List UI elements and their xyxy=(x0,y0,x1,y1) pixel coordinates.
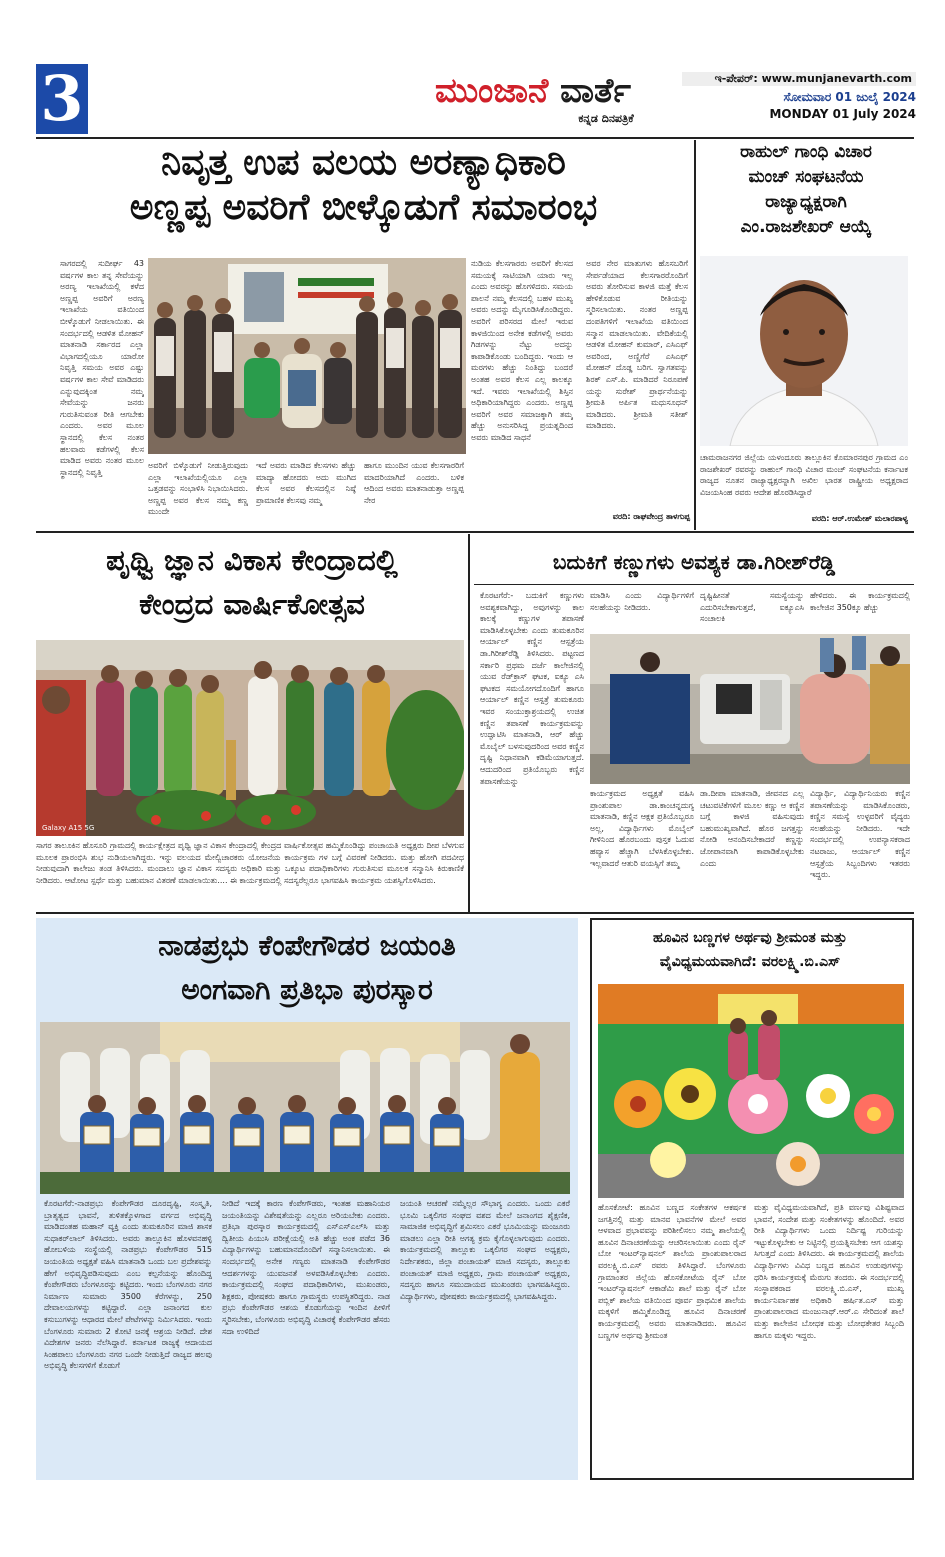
story2-headline-line3: ರಾಜ್ಯಾಧ್ಯಕ್ಷರಾಗಿ xyxy=(765,192,847,212)
story6-headline-line2: ವೈವಿಧ್ಯಮಯವಾಗಿದೆ: ವರಲಕ್ಷ್ಮಿ.ಬಿ.ಎಸ್ xyxy=(659,954,841,970)
farewell-group-photo xyxy=(148,258,466,454)
story4-column1: ಕೊರಟಗೆರೆ:- ಬದುಕಿಗೆ ಕಣ್ಣುಗಳು ಅವಶ್ಯಕವಾಗಿದ್ದು, ಅವುಗಳನ್ನು ಕಾಲ ಕಾಲಕ್ಕೆ ಕಣ್ಣುಗಳ ತಪಾಸಣೆ ಮಾಡಿಸಿಕೊಳ್ಳಬೇಕು ಎಂದು ತುಮಕೂರಿನ ಆರ್ಯಾಲ್ ಕಣ್ಣಿನ ಆಸ್ಪತ್ರೆಯ ಡಾ.ಗಿರೀಶ್‌ರೆಡ್ಡಿ ತಿಳಿಸಿದರು. ಪಟ್ಟಣದ ಸರ್ಕಾರಿ ಪ್ರಥಮ ದರ್ಜೆ ಕಾಲೇಜಿನಲ್ಲಿ ಯುವ ರೆಡ್‌ಕ್ರಾಸ್ ಘಟಕ, ಐಕ್ಯೂ ಎಸಿ ಘಟಕದ ಸಮಯೋಗದೊಂದಿಗೆ ಹಾಗೂ ಆರ್ಯಾಲ್ ಕಣ್ಣಿನ ಆಸ್ಪತ್ರೆ ತುಮಕೂರು ಇವರ ಸಂಯುಕ್ತಾಶ್ರಯದಲ್ಲಿ ಉಚಿತ ಕಣ್ಣಿನ ತಪಾಸಣೆ ಕಾರ್ಯಕ್ರಮವನ್ನು ಉದ್ಘಾಟಿಸಿ ಮಾತನಾಡಿ, ಆರ್ ಹೆಚ್ಚು ಮೊಬೈಲ್ ಬಳಸುವುದರಿಂದ ಅವರ ಕಣ್ಣಿನ ದೃಷ್ಟಿ ನಿಧಾನವಾಗಿ ಕಡಿಮೆಯಾಗುತ್ತದೆ. ಆದುದರಿಂದ ಪ್ರತಿಯೊಬ್ಬರು ಕಣ್ಣಿನ ತಪಾಸಣೆಯನ್ನು xyxy=(480,591,584,786)
story1-photo xyxy=(148,258,466,454)
story3-headline-line1: ಪೃಥ್ವಿ ಜ್ಞಾನ ವಿಕಾಸ ಕೇಂದ್ರಾದಲ್ಲಿ xyxy=(106,543,398,577)
camera-watermark: Galaxy A15 5G xyxy=(42,824,95,832)
title-part1: ಮುಂಜಾನೆ xyxy=(435,71,549,111)
story6-column1: ಹೊಸಕೋಟೆ: ಹೂವಿನ ಬಣ್ಣದ ಸಂಕೇತಗಳ ಆಕರ್ಷಕ ಜಗತ್ತಿನಲ್ಲಿ ಮತ್ತು ಮಾನವ ಭಾವನೆಗಳ ಮೇಲೆ ಅವರ ಆಳವಾದ ಪ್ರಭಾವವನ್ನು ಪರಿಶೀಲಿಸಲು ನಮ್ಮ ಶಾಲೆಯಲ್ಲಿ ಹೂವಿನ ದಿನಾಚರಣೆಯನ್ನು ಆಚರಿಸಲಾಯಿತು ಎಂದು ರೈನ್ ಬೋ ಇಂಟರ್‌ನ್ಯಾಷನಲ್ ಶಾಲೆಯ ಪ್ರಾಂಶುಪಾಲರಾದ ವರಲಕ್ಷ್ಮಿ.ಬಿ.ಎಸ್ ರವರು ತಿಳಿಸಿದ್ದಾರೆ. ಬೆಂಗಳೂರು ಗ್ರಾಮಾಂತರ ಜಿಲ್ಲೆಯ ಹೊಸಕೋಟೆಯ ರೈನ್ ಬೋ ಇಂಟರ್‌ನ್ಯಾಷನಲ್ ಆಕಾಡೆಮಿ ಶಾಲೆ ಮತ್ತು ರೈನ್ ಬೋ ಪಬ್ಲಿಕ್ ಶಾಲೆಯ ವತಿಯಿಂದ ಪೂರ್ವ ಪ್ರಾಥಮಿಕ ಶಾಲೆಯ ಮಕ್ಕಳಿಗೆ ಹಮ್ಮಿಕೊಂಡಿದ್ದ ಹೂವಿನ ದಿನಾಚರಣೆ ಕಾರ್ಯಕ್ರಮದಲ್ಲಿ ಅವರು ಮಾತನಾಡಿದರು. ಹೂವಿನ ಬಣ್ಣಗಳ ಅರ್ಥವು ಶ್ರೀಮಂತ xyxy=(598,1203,746,1340)
column-divider xyxy=(694,140,696,530)
story1-column1: ಸಾಗರದಲ್ಲಿ ಸುದೀರ್ಘ 43 ವರ್ಷಗಳ ಕಾಲ ತನ್ನ ಸೇವೆಯನ್ನು ಅರಣ್ಯ ಇಲಾಖೆಯಲ್ಲಿ ಕಳೆದ ಅಣ್ಣಪ್ಪ ಅವರಿಗೆ ಅರಣ್ಯ ಇಲಾಖೆಯ ವತಿಯಿಂದ ಬೀಳ್ಕೊಡುಗೆ ನೀಡಲಾಯಿತು. ಈ ಸಂದರ್ಭದಲ್ಲಿ ಆಡಳಿತ ಮೋಹನ್ ಮಾತನಾಡಿ ಸರ್ಕಾರದ ಎಲ್ಲಾ ವಿಭಾಗದಲ್ಲಿಯೂ ಯಾರೋ ನಿವೃತ್ತಿ ಸಮಯ ಅವರ ಎಷ್ಟು ವರ್ಷಗಳ ಕಾಲ ಸೇವೆ ಮಾಡಿದರು ಎನ್ನುವುದಕ್ಕಿಂತ ನಮ್ಮ ಸೇವೆಯನ್ನು ಜನರು ಗುರುತಿಸುವಂತ ರೀತಿ ಆಗಬೇಕು ಎಂದರು. ಅವರ ಮೂಲ ಸ್ಥಾನದಲ್ಲಿ ಕೆಲಸ ನಂತರ ಹಲವಾರು ಕಡೆಗಳಲ್ಲಿ ಕೆಲಸ ಮಾಡಿದ ಅವರು ನಂತರ ಮೂಲ ಸ್ಥಾನದಲ್ಲಿ ನಿವೃತ್ತಿ xyxy=(60,259,144,477)
story3-caption: ಸಾಗರ ತಾಲೂಕಿನ ಹೊಸೂರಿ ಗ್ರಾಮದಲ್ಲಿ ಕಾರ್ಯಕ್ಷೇತ್ರದ ಪೃಥ್ವಿ ಜ್ಞಾನ ವಿಕಾಸ ಕೇಂದ್ರಾದಲ್ಲಿ ಕೇಂದ್ರದ ವಾರ್ಷಿಕೋತ್ಸವ ಹಮ್ಮಿಕೊಂಡಿದ್ದು ಪಂಚಾಯತಿ ಅಧ್ಯಕ್ಷರು ದೀಪ ಬೆಳಗುವ ಮೂಲಕ ಪ್ರಾರಂಭಿಸಿ ಶುಭ ನುಡಿಯಲಾಗಿದ್ದರು. ಇನ್ನು ವಲಯದ ಮೇಲ್ವಿಚಾರಕರು ಯೋಜನೆಯ ಕಾರ್ಯಕ್ರಮ ಗಳ ಬಗ್ಗೆ ವಿವರಣೆ ನೀಡಿದರು. ಮತ್ತು ಹೋಗಿ ಪದವೀಧ ನೀಡುವುದಾಗಿ ಕಾಲೇಜು ತಂಡ ತಿಳಿಸಿದರು. ಮಂದಾಲು ಜ್ಞಾನ ವಿಕಾಸ ಸದಸ್ಯರು ಅಧಿಕಾರಿ ಮತ್ತು ಒಕ್ಕೂಟ ಪದಾಧಿಕಾರಿಗಳು ಗುರುತಿಸುವ ಮೂಲಕ ಸನ್ಮಾನಿಸಿ ಕಿರುಕಾಣಿಕೆ ನೀಡಿದರು. ಆಟೋಟ ಸ್ಪರ್ಧೆ ಮತ್ತು ಬಹುಮಾನ ವಿತರಣೆ ಮಾಡಲಾಯಿತು.... ಈ ಕಾರ್ಯಕ್ರಮದಲ್ಲಿ ಸದಸ್ಯರೆಲ್ಲರೂ ಭಾಗವಹಿಸಿ ಕಾರ್ಯಕ್ರಮ ಯಶಸ್ವಿಗೊಳಿಸಿದರು. xyxy=(36,841,464,885)
story2-portrait xyxy=(700,256,908,446)
story2-headline-line4: ಎಂ.ರಾಜಶೇಖರ್ ಆಯ್ಕೆ xyxy=(740,217,872,237)
newspaper-subtitle: ಕನ್ನಡ ದಿನಪತ್ರಿಕೆ xyxy=(578,112,634,125)
date-kannada: ಸೋಮವಾರ 01 ಜುಲೈ 2024 xyxy=(783,90,916,104)
story4-rule xyxy=(474,584,914,585)
award-ceremony-photo xyxy=(40,1022,570,1194)
portrait-photo xyxy=(700,256,908,446)
story5-headline-line1: ನಾಡಪ್ರಭು ಕೆಂಪೇಗೌಡರ ಜಯಂತಿ xyxy=(158,929,456,962)
story2-caption: ಚಾಮರಾಜನಗರ ಜಿಲ್ಲೆಯ ಯಳಂದೂರು ತಾಲ್ಲೂಕಿನ ಕೊಮಾರನಪುರ ಗ್ರಾಮದ ಎಂ ರಾಜಶೇಖರ್ ರವರನ್ನು ರಾಹುಲ್ ಗಾಂಧಿ ವಿಚಾರ ಮಂಚ್ ಸಂಘಟನೆಯ ಕರ್ನಾಟಕ ರಾಜ್ಯದ ನೂತನ ರಾಜ್ಯಾಧ್ಯಕ್ಷರನ್ನಾಗಿ ಅಖಿಲ ಭಾರತ ರಾಷ್ಟ್ರೀಯ ಅಧ್ಯಕ್ಷರಾದ ವಿಜಯಸಿಂಹ ರವರು ಆದೇಶ ಹೊರಡಿಸಿದ್ದಾರೆ xyxy=(700,453,908,497)
story4-lower-column1: ಕಾರ್ಯಕ್ರಮದ ಅಧ್ಯಕ್ಷತೆ ವಹಿಸಿ ಪ್ರಾಂಶುಪಾಲ ಡಾ.ಕಾಂಚನ್ನದುಗ್ಯ ಮಾತನಾಡಿ, ಕಣ್ಣಿನ ಆಕ್ಷಕ ಪ್ರತಿಯೊಬ್ಬರೂ ಅಲ್ಲ, ವಿದ್ಯಾರ್ಥಿಗಳು ಮೊಬೈಲ್ ಗೀಳಿನಿಂದ ಹೊರಬಂದು ಪುಸ್ತಕ ಓದುವ ಹವ್ಯಾಸ ಹೆಚ್ಚಾಗಿ ಬೆಳಸಿಕೊಳ್ಳಬೇಕು. ಇಲ್ಲವಾದರೆ ಆತುರಿ ವಯಸ್ಸಿಗೆ ತಮ್ಮ xyxy=(590,789,694,868)
story6-column2: ಮತ್ತು ವೈವಿಧ್ಯಮಯವಾಗಿದೆ, ಪ್ರತಿ ವರ್ಣವು ವಿಶಿಷ್ಟವಾದ ಭಾವನೆ, ಸಂದೇಶ ಮತ್ತು ಸಂಕೇತಗಳನ್ನು ಹೊಂದಿದೆ. ಅವರ ರೀತಿ ವಿದ್ಯಾರ್ಥಿಗಳು ಒಂದು ನಿರ್ದಿಷ್ಟ ಗುರಿಯನ್ನು ಇಟ್ಟುಕೊಳ್ಳಬೇಕು ಆ ನಿಟ್ಟಿನಲ್ಲಿ ಪ್ರಯತ್ನಿಸಬೇಕು ಆಗ ಯಶಸ್ಸು ಸಿಗುತ್ತದೆ ಎಂದು ತಿಳಿಸಿದರು. ಈ ಕಾರ್ಯಕ್ರಮದಲ್ಲಿ ಶಾಲೆಯ ವಿದ್ಯಾರ್ಥಿಗಳು ವಿವಿಧ ಬಣ್ಣದ ಹೂವಿನ ಉಡುಪುಗಳನ್ನು ಧರಿಸಿ ಕಾರ್ಯಕ್ರಮಕ್ಕೆ ಮೆರುಗು ತಂದರು. ಈ ಸಂದರ್ಭದಲ್ಲಿ ಸಂಸ್ಥಾಪಕರಾದ ವರಲಕ್ಷ್ಮಿ.ಬಿ.ಎಸ್, ಮುಖ್ಯ ಕಾರ್ಯನಿರ್ವಾಹಕ ಅಧಿಕಾರಿ ಹರ್ಷಿತ.ಎಸ್ ಮತ್ತು ಪ್ರಾಂಶುಪಾಲರಾದ ಮಂಜುನಾಥ್.ಆರ್.ಎ ಸೇರಿದಂತೆ ಶಾಲೆ ಮತ್ತು ಕಾಲೇಜಿನ ಬೋಧಕ ಮತ್ತು ಬೋಧಕೇತರ ಸಿಬ್ಬಂದಿ ಹಾಗೂ ಮಕ್ಕಳು ಇದ್ದರು. xyxy=(754,1203,904,1340)
story2-headline xyxy=(700,140,912,240)
story1-caption2: ಇದೆ ಅವರು ಮಾಡಿದ ಕೆಲಸಗಳು ಹೆಚ್ಚು ಮಾದ್ಯಾ ಹೋದರು ಅದು ಮುಗಿದ ಕೆಲಸ ಅವರ ಕೆಲಸದಲ್ಲಿನ ನಿಷ್ಠೆ ಪ್ರಾಮಾಣಿಕ ಕೆಲಸವು ನಮ್ಮ xyxy=(256,461,356,505)
story1-column2: ನುಡಿಯ ಕೆಲಸಗಾರರು ಅವರಿಗೆ ಕೆಲಸದ ಸಮಯಕ್ಕೆ ಸಾಟಿಯಾಗಿ ಯಾರು ಇಲ್ಲ ಎಂದು ಅವರನ್ನು ಹೊಗಳಿದರು. ಸಮಯ ಪಾಲನೆ ನಮ್ಮ ಕೆಲಸದಲ್ಲಿ ಬಹಳ ಮುಖ್ಯ ಅವರು ಅದನ್ನು ಮೈಗೂಡಿಸಿಕೊಂಡಿದ್ದರು. ಅವರಿಗೆ ಪರಿಸರದ ಮೇಲೆ ಇರುವ ಕಾಳಜಿಯಿಂದ ಅನೇಕ ಕಡೆಗಳಲ್ಲಿ ಅವರು ಗಿಡಗಳನ್ನು ನೆಟ್ಟು ಅದನ್ನು ಕಾಪಾಡಿಕೊಂಡು ಬಂದಿದ್ದರು. ಇಂದು ಆ ಮರಗಳು ಹೆಚ್ಚು ನಿಂತಿದ್ದು ಬಂದರೆ ಅಂತಹ ಅವರ ಕೆಲಸ ಎಲ್ಲ ಕಾಲಕ್ಕೂ ಇದೆ. ಇವರು ಇಲಾಖೆಯಲ್ಲಿ ಶಿಸ್ತಿನ ಅಧಿಕಾರಿಯಾಗಿದ್ದರು ಎಂದರು. ಅಣ್ಣಪ್ಪ ಅವರಿಗೆ ಅವರ ಸಮಾಜಕ್ಕಾಗಿ ತಮ್ಮ ಹೆಚ್ಚು ಅನುಸರಿಸಿದ್ದ ಪ್ರಯತ್ನದಿಂದ ಅವರು ಮಾಡಿದ ಸಾಧನೆ xyxy=(471,259,573,442)
story1-column3: ಅವರ ನೇರ ಮಾತುಗಳು ಹೊಸಬರಿಗೆ ಸೇರ್ಪಡೆಯಾದ ಕೆಲಸಗಾರರೊಂದಿಗೆ ಅವರು ತೋರಿಸುವ ಕಾಳಜಿ ಮತ್ತೆ ಕೆಲಸ ಹೇಳಿಕೊಡುವ ರೀತಿಯನ್ನು ಸ್ಮರಿಸಲಾಯಿತು. ನಂತರ ಅಣ್ಣಪ್ಪ ದಂಪತಿಗಳಿಗೆ ಇಲಾಖೆಯ ವತಿಯಿಂದ ಸನ್ಮಾನ ಮಾಡಲಾಯಿತು. ವೇದಿಕೆಯಲ್ಲಿ ಆಡಳಿತ ಮೋಹನ್ ಕುಮಾರ್, ಎಸಿಎಫ್ ಅವರಿಂದ, ಅಣ್ಣಿಗೆರೆ ಎಸಿಎಫ್ ಮೋಹನ್ ದೊಡ್ಡ ಬರಿಗ. ಸ್ವಾಗತವನ್ನು ಶಿರಕ್ ಎಸ್.ಪಿ. ಮಾಡಿದರೆ ನಿರೂಪಣೆ ಯನ್ನು ಸುರೇಶ್ ಪ್ರಾರ್ಥನೆಯನ್ನು ಶ್ರೀಮತಿ ಅರ್ಪಿತ ಮಧುಸೂಧನ್ ಮಾಡಿದರು. ಶ್ರೀಮತಿ ಸತೀಶ್ ಮಾಡಿದರು. xyxy=(586,259,688,431)
story1-caption3: ಹಾಗೂ ಮುಂದಿನ ಯುವ ಕೆಲಸಗಾರರಿಗೆ ಮಾದರಿಯಾಗಿದೆ ಎಂದರು. ಬಳಿಕ ಆದಿಂದ ಅವರು ಮಾತನಾಡುತ್ತಾ ಅಣ್ಣಪ್ಪ ನೇರ xyxy=(364,461,464,505)
story5-photo xyxy=(40,1022,570,1194)
masthead-rule xyxy=(36,137,914,139)
story6-headline-line1: ಹೂವಿನ ಬಣ್ಣಗಳ ಅರ್ಥವು ಶ್ರೀಮಂತ ಮತ್ತು xyxy=(652,930,848,946)
story6-photo xyxy=(598,984,904,1198)
story3-photo xyxy=(36,640,464,836)
story1-caption1: ಅವರಿಗೆ ಬಿಳ್ಕೊಡುಗೆ ನೀಡುತ್ತಿರುವುದು ಎಲ್ಲಾ ಇಲಾಖೆಯಲ್ಲಿಯೂ ಎಲ್ಲಾ ಒತ್ತಡವನ್ನು ಸಂಭಾಳಿಸಿ ನಿಭಾಯಿಸಿದರು. ಅಣ್ಣಪ್ಪ ಅವರ ಕೆಲಸ ನಮ್ಮ ಕಣ್ಣ ಮುಂದೇ xyxy=(148,461,248,516)
epaper-url: ಇ-ಪೇಪರ್: www.munjanevarth.com xyxy=(682,72,916,86)
section-rule-1 xyxy=(36,531,914,533)
story5-column1: ಕೊರಟಗೆರೆ:-ನಾಡಪ್ರಭು ಕೆಂಪೇಗೌಡರ ದೂರದೃಷ್ಟಿ, ಸಂಸ್ಕೃತಿ, ಬ್ರಾತೃತ್ವದ ಭಾವನೆ, ತುಳಿತಕ್ಕೊಳಗಾದ ವರ್ಗದ ಅಭಿವೃದ್ಧಿ ಮಾಡಿದಂತಹ ಮಹಾನ್ ವ್ಯಕ್ತಿ ಎಂದು ತುಮಕೂರಿನ ಮಾಜಿ ಶಾಸಕ ಸುಧಾಕರ್‌ಲಾಲ್ ತಿಳಿಸಿದರು. ಅವರು ತಾಲ್ಲೂಕಿನ ಹೊಳವನಹಳ್ಳಿ ಹೋಬಳಿಯ ಸಂಸ್ಥೆಯಲ್ಲಿ ನಾಡಪ್ರಭು ಕೆಂಪೇಗೌಡರ 515 ಜಯಂತಿಯ ಅಧ್ಯಕ್ಷತೆ ವಹಿಸಿ ಮಾತನಾಡಿ ಒಂದು ಬಲ ಪ್ರದೇಶವನ್ನು ಹೇಗೆ ಅಭಿವೃದ್ಧಿಪಡಿಸುವುದು ಎಂಬ ಕಲ್ಪನೆಯನ್ನು ಹೊಂದಿದ್ದ ಕೆಂಪೇಗೌಡರು ಬೆಂಗಳೂರನ್ನು ಕಟ್ಟಿದರು. ಇಂದು ಬೆಂಗಳೂರು ನಗರ ನಿರ್ಮಾಣ ಸುಮಾರು 3500 ಕೆರೆಗಳನ್ನು, 250 ದೇವಾಲಯಗಳನ್ನು ಕಟ್ಟಿದ್ದಾರೆ. ಎಲ್ಲಾ ಜನಾಂಗದ ಕುಲ ಕಸುಬುಗಳನ್ನು ಆಧಾರದ ಮೇಲೆ ಪೇಟೆಗಳನ್ನು ನಿರ್ಮಿಸಿದರು. ಇಂದು ಬೆಂಗಳೂರು ಸುಮಾರು 2 ಕೋಟಿ ಜನಕ್ಕೆ ಆಶ್ರಯ ನೀಡಿದೆ. ದೇಶ ವಿದೇಶಗಳ ಜನರು ನೆಲೆಸಿದ್ದಾರೆ. ಕರ್ನಾಟಕ ರಾಜ್ಯಕ್ಕೆ ಆದಾಯದ ಸಿಂಹಪಾಲು ಬೆಂಗಳೂರು ನಗರ ಒಂದೇ ನೀಡುತ್ತಿದೆ ರಾಜ್ಯದ ಹಲವು ಅಭಿವೃದ್ಧಿ ಕೆಲಸಗಳಿಗೆ ಕೊಡುಗೆ xyxy=(44,1199,212,1371)
story3-headline xyxy=(36,538,468,626)
story5-column2: ನೀಡಿದೆ ಇದಕ್ಕೆ ಕಾರಣ ಕೆಂಪೇಗೌಡರು, ಇಂತಹ ಮಹಾನಿಯರ ಜಯಂತಿಯನ್ನು ವಿಶೇಷತೆಯನ್ನು ಎಲ್ಲರೂ ಅರಿಯಬೇಕು ಎಂದರು. ಪ್ರತಿಭಾ ಪುರಸ್ಕಾರ ಕಾರ್ಯಕ್ರಮದಲ್ಲಿ ಎಸ್‌ಎಸ್‌ಎಲ್‌ಸಿ ಮತ್ತು ದ್ವಿತೀಯ ಪಿಯುಸಿ ಪರೀಕ್ಷೆಯಲ್ಲಿ ಅತಿ ಹೆಚ್ಚು ಅಂಕ ಪಡೆದ 36 ವಿದ್ಯಾರ್ಥಿಗಳನ್ನು ಬಹುಮಾನದೊಂದಿಗೆ ಸನ್ಮಾನಿಸಲಾಯಿತು. ಈ ಸಂದರ್ಭದಲ್ಲಿ ಅನೇಕ ಗಣ್ಯರು ಮಾತನಾಡಿ ಕೆಂಪೇಗೌಡರ ಆದರ್ಶಗಳನ್ನು ಯುವಜನತೆ ಅಳವಡಿಸಿಕೊಳ್ಳಬೇಕು ಎಂದರು. ಕಾರ್ಯಕ್ರಮದಲ್ಲಿ ಸಂಘದ ಪದಾಧಿಕಾರಿಗಳು, ಮುಖಂಡರು, ಶಿಕ್ಷಕರು, ಪೋಷಕರು ಹಾಗೂ ಗ್ರಾಮಸ್ಥರು ಉಪಸ್ಥಿತರಿದ್ದರು. ನಾಡ ಪ್ರಭು ಕೆಂಪೇಗೌಡರ ಆಶಯ ಕೊಡುಗೆಯನ್ನು ಇಂದಿನ ಪೀಳಿಗೆ ಸ್ಮರಿಸಬೇಕು, ಬೆಂಗಳೂರು ಅಭಿವೃದ್ಧಿ ವಿಚಾರಕ್ಕೆ ಕೆಂಪೇಗೌಡರ ಹೆಸರು ಸದಾ ಉಳಿದಿದೆ xyxy=(222,1199,390,1336)
story5-headline xyxy=(36,924,578,1012)
story2-credit: ವರದಿ: ಆರ್.ಉಮೇಶ್ ಮಲಾರಪಾಳ್ಯ xyxy=(811,514,908,523)
story4-lower-column2: ಡಾ.ದೀಪಾ ಮಾತನಾಡಿ, ಜೀವನದ ಎಲ್ಲ ಚಟುವಟಿಕೆಗಳಿಗೆ ಮೂಲ ಕಣ್ಣು ಆ ಕಣ್ಣಿನ ಬಗ್ಗೆ ಕಾಳಜಿ ವಹಿಸುವುದು ಬಹುಮುಖ್ಯವಾಗಿದೆ. ಹೊರ ಜಗತ್ತನ್ನು ನೋಡಿ ಆನಂದಿಸಬೇಕಾದರೆ ಕಣ್ಣನ್ನು ಜೋಪಾನವಾಗಿ ಕಾಪಾಡಿಕೊಳ್ಳಬೇಕು ಎಂದು xyxy=(700,789,804,868)
story1-headline-line1: ನಿವೃತ್ತ ಉಪ ವಲಯ ಅರಣ್ಯಾಧಿಕಾರಿ xyxy=(161,142,566,183)
section-rule-2 xyxy=(36,912,914,914)
flower-day-photo xyxy=(598,984,904,1198)
column-divider-2 xyxy=(468,534,470,912)
story4-headline: ಬದುಕಿಗೆ ಕಣ್ಣುಗಳು ಅವಶ್ಯಕ ಡಾ.ಗಿರೀಶ್‌ರೆಡ್ಡಿ xyxy=(552,550,836,574)
story5-column3: ಜಯಂತಿ ಆಚರಣೆ ನಮ್ಮೆಲ್ಲರ ಸೌಭಾಗ್ಯ ಎಂದರು. ಒಂದು ಎಕರೆ ಭೂಮಿ ಒಕ್ಕಲಿಗರ ಸಂಘದ ವಶದ ಮೇಲೆ ಜನಾಂಗದ ಶೈಕ್ಷಣಿಕ, ಸಾಮಾಜಿಕ ಅಭಿವೃದ್ಧಿಗೆ ಶ್ರಮಿಸಲು ಎಕರೆ ಭೂಮಿಯನ್ನು ಮಂಜೂರು ಮಾಡಲು ಎಲ್ಲಾ ರೀತಿ ಅಗತ್ಯ ಕ್ರಮ ಕೈಗೊಳ್ಳಲಾಗುವುದು ಎಂದರು. ಕಾರ್ಯಕ್ರಮದಲ್ಲಿ ತಾಲ್ಲೂಕು ಒಕ್ಕಲಿಗರ ಸಂಘದ ಅಧ್ಯಕ್ಷರು, ನಿರ್ದೇಶಕರು, ಜಿಲ್ಲಾ ಪಂಚಾಯತ್ ಮಾಜಿ ಸದಸ್ಯರು, ತಾಲ್ಲೂಕು ಪಂಚಾಯತ್ ಮಾಜಿ ಅಧ್ಯಕ್ಷರು, ಗ್ರಾಮ ಪಂಚಾಯತ್ ಅಧ್ಯಕ್ಷರು, ಸದಸ್ಯರು ಹಾಗೂ ಸಮುದಾಯದ ಮುಖಂಡರು ಭಾಗವಹಿಸಿದ್ದರು. ವಿದ್ಯಾರ್ಥಿಗಳು, ಪೋಷಕರು ಕಾರ್ಯಕ್ರಮದಲ್ಲಿ ಭಾಗವಹಿಸಿದ್ದರು. xyxy=(400,1199,570,1301)
story4-column2: ಮಾಡಿಸಿ ಎಂದು ವಿದ್ಯಾರ್ಥಿಗಳಿಗೆ ಸಲಹೆಯನ್ನು ನೀಡಿದರು. xyxy=(590,591,694,612)
story4-column3: ದೃಷ್ಟಿಹೀನತೆ ಸಮಸ್ಯೆಯನ್ನು ಎದುರಿಸಬೇಕಾಗುತ್ತದೆ, ಐಕ್ಯೂಎಸಿ ಸಂಚಾಲಕಿ xyxy=(700,591,804,624)
story6-headline xyxy=(594,926,906,974)
story2-headline-line2: ಮಂಚ್ ಸಂಘಟನೆಯ xyxy=(748,167,864,187)
newspaper-title xyxy=(398,70,668,112)
story4-column4: ಹೇಳಿದರು. ಈ ಕಾರ್ಯಕ್ರಮದಲ್ಲಿ ಕಾಲೇಜಿನ 350ಕ್ಕೂ ಹೆಚ್ಚು xyxy=(810,591,910,612)
page-number: 3 xyxy=(36,64,88,134)
anniversary-stage-photo xyxy=(36,640,464,836)
story4-photo xyxy=(590,634,910,784)
story1-headline xyxy=(36,140,691,230)
date-english: MONDAY 01 July 2024 xyxy=(769,107,916,121)
story1-headline-line2: ಅಣ್ಣಪ್ಪ ಅವರಿಗೆ ಬೀಳ್ಕೊಡುಗೆ ಸಮಾರಂಭ xyxy=(129,187,598,228)
story3-headline-line2: ಕೇಂದ್ರದ ವಾರ್ಷಿಕೋತ್ಸವ xyxy=(139,587,365,621)
title-part2: ವಾರ್ತೆ xyxy=(560,71,631,111)
story2-headline-line1: ರಾಹುಲ್ ಗಾಂಧಿ ವಿಚಾರ xyxy=(740,142,872,162)
story5-headline-line2: ಅಂಗವಾಗಿ ಪ್ರತಿಭಾ ಪುರಸ್ಕಾರ xyxy=(181,973,433,1006)
story4-lower-column3: ವಿದ್ಯಾರ್ಥಿ, ವಿದ್ಯಾರ್ಥಿನಿಯರು ಕಣ್ಣಿನ ತಪಾಸಣೆಯನ್ನು ಮಾಡಿಸಿಕೊಂಡರು, ಕಣ್ಣಿನ ಸಮಸ್ಯೆ ಉಳ್ಳವರಿಗೆ ವೈದ್ಯರು ಸಲಹೆಯನ್ನು ನೀಡಿದರು. ಇದೇ ಸಂದರ್ಭದಲ್ಲಿ ಉಪನ್ಯಾಸಕರಾದ ನಟರಾಜು, ಆರ್ಯಾಲ್ ಕಣ್ಣಿನ ಆಸ್ಪತ್ರೆಯ ಸಿಬ್ಬಂದಿಗಳು ಇತರರು ಇದ್ದರು. xyxy=(810,789,910,880)
eye-checkup-photo xyxy=(590,634,910,784)
story1-credit: ವರದಿ: ರಾಘವೇಂದ್ರ ತಾಳಗುಪ್ಪ xyxy=(612,512,690,521)
